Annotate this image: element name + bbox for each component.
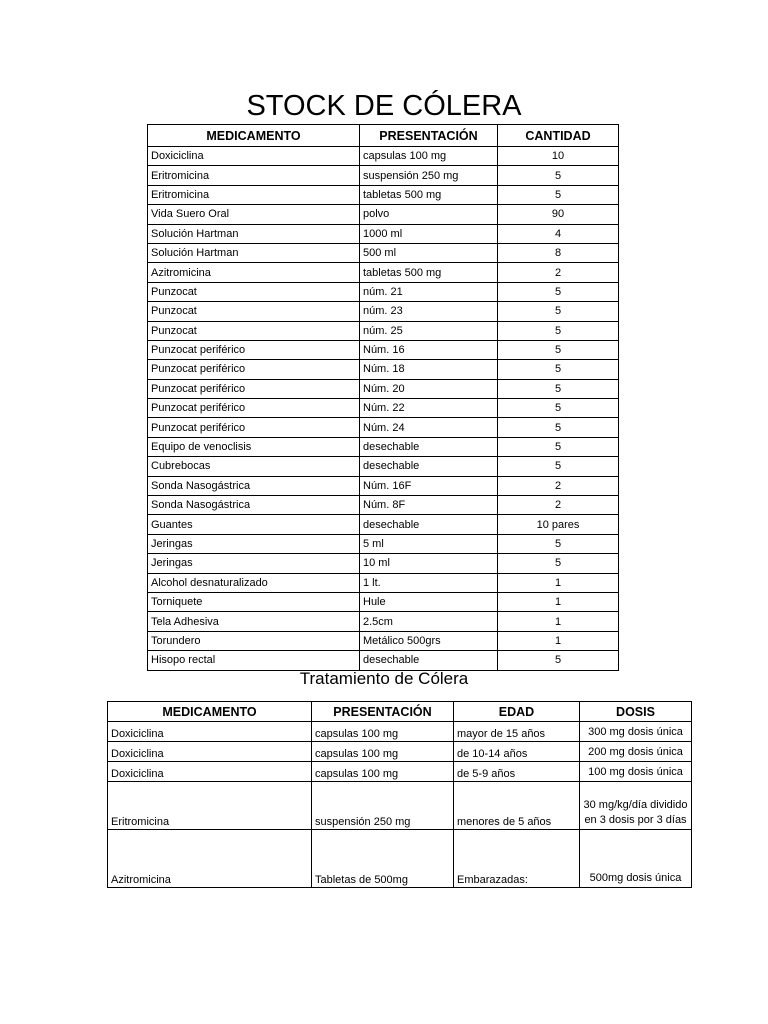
stock-row (148, 379, 619, 398)
treatment-cell: 200 mg dosis única (580, 742, 692, 762)
stock-cell: Núm. 18 (360, 360, 498, 379)
stock-cell: suspensión 250 mg (360, 166, 498, 185)
stock-cell: desechable (360, 651, 498, 670)
stock-cell: Hisopo rectal (148, 651, 360, 670)
stock-cell: tabletas 500 mg (360, 185, 498, 204)
stock-cell: Núm. 22 (360, 399, 498, 418)
stock-cell: Núm. 16F (360, 476, 498, 495)
stock-cell: Tela Adhesiva (148, 612, 360, 631)
stock-row (148, 573, 619, 592)
stock-cell: 2 (498, 496, 619, 515)
treatment-row (108, 830, 692, 888)
stock-cell: 2.5cm (360, 612, 498, 631)
stock-row (148, 263, 619, 282)
treatment-cell: de 10-14 años (454, 742, 580, 762)
stock-cell: Sonda Nasogástrica (148, 496, 360, 515)
stock-cell: 5 ml (360, 534, 498, 553)
stock-cell: 5 (498, 379, 619, 398)
stock-header-cell: MEDICAMENTO (148, 125, 360, 147)
stock-cell: desechable (360, 437, 498, 456)
treatment-cell: Tabletas de 500mg (312, 830, 454, 888)
stock-row (148, 166, 619, 185)
stock-cell: Punzocat (148, 321, 360, 340)
stock-header-cell: PRESENTACIÓN (360, 125, 498, 147)
treatment-table-body (108, 722, 692, 888)
treatment-header-cell: EDAD (454, 702, 580, 722)
stock-cell: polvo (360, 205, 498, 224)
stock-cell: 4 (498, 224, 619, 243)
stock-cell: 10 (498, 147, 619, 166)
treatment-cell: Eritromicina (108, 782, 312, 830)
stock-cell: 5 (498, 534, 619, 553)
stock-cell: 1 (498, 631, 619, 650)
treatment-cell: Doxiciclina (108, 722, 312, 742)
stock-cell: 1000 ml (360, 224, 498, 243)
stock-cell: 5 (498, 437, 619, 456)
stock-cell: núm. 21 (360, 282, 498, 301)
treatment-header-cell: DOSIS (580, 702, 692, 722)
stock-cell: 2 (498, 263, 619, 282)
stock-cell: Alcohol desnaturalizado (148, 573, 360, 592)
stock-cell: Jeringas (148, 554, 360, 573)
treatment-cell: mayor de 15 años (454, 722, 580, 742)
stock-row (148, 360, 619, 379)
stock-cell: Cubrebocas (148, 457, 360, 476)
treatment-row (108, 762, 692, 782)
treatment-table-header (108, 702, 692, 722)
stock-cell: 5 (498, 321, 619, 340)
stock-row (148, 224, 619, 243)
stock-row (148, 592, 619, 611)
stock-table-body (148, 147, 619, 671)
stock-cell: Guantes (148, 515, 360, 534)
treatment-cell: Azitromicina (108, 830, 312, 888)
stock-cell: Azitromicina (148, 263, 360, 282)
stock-cell: Solución Hartman (148, 224, 360, 243)
stock-row (148, 147, 619, 166)
treatment-cell: 300 mg dosis única (580, 722, 692, 742)
stock-row (148, 515, 619, 534)
treatment-table (107, 701, 692, 888)
stock-cell: 1 (498, 573, 619, 592)
treatment-cell: menores de 5 años (454, 782, 580, 830)
stock-cell: Núm. 8F (360, 496, 498, 515)
stock-cell: Punzocat periférico (148, 418, 360, 437)
stock-cell: 90 (498, 205, 619, 224)
stock-cell: Punzocat periférico (148, 360, 360, 379)
stock-cell: 1 (498, 592, 619, 611)
stock-cell: Sonda Nasogástrica (148, 476, 360, 495)
stock-cell: Eritromicina (148, 185, 360, 204)
treatment-cell: suspensión 250 mg (312, 782, 454, 830)
treatment-cell: capsulas 100 mg (312, 762, 454, 782)
treatment-cell: capsulas 100 mg (312, 742, 454, 762)
stock-cell: núm. 23 (360, 302, 498, 321)
stock-table-header (148, 125, 619, 147)
stock-cell: 5 (498, 340, 619, 359)
treatment-cell: Embarazadas: (454, 830, 580, 888)
stock-cell: 5 (498, 302, 619, 321)
stock-cell: Hule (360, 592, 498, 611)
stock-header-cell: CANTIDAD (498, 125, 619, 147)
stock-cell: Punzocat (148, 302, 360, 321)
treatment-cell: 100 mg dosis única (580, 762, 692, 782)
stock-table (147, 124, 619, 671)
treatment-row (108, 782, 692, 830)
stock-row (148, 243, 619, 262)
stock-row (148, 612, 619, 631)
stock-cell: Metálico 500grs (360, 631, 498, 650)
stock-cell: desechable (360, 515, 498, 534)
treatment-row (108, 722, 692, 742)
stock-cell: Vida Suero Oral (148, 205, 360, 224)
stock-row (148, 457, 619, 476)
stock-row (148, 418, 619, 437)
stock-cell: 2 (498, 476, 619, 495)
stock-cell: 10 ml (360, 554, 498, 573)
treatment-row (108, 742, 692, 762)
stock-row (148, 496, 619, 515)
stock-cell: Punzocat periférico (148, 399, 360, 418)
treatment-cell: de 5-9 años (454, 762, 580, 782)
stock-row (148, 437, 619, 456)
stock-cell: 5 (498, 360, 619, 379)
stock-row (148, 282, 619, 301)
stock-cell: Torundero (148, 631, 360, 650)
stock-row (148, 302, 619, 321)
stock-cell: 500 ml (360, 243, 498, 262)
stock-row (148, 185, 619, 204)
stock-cell: Núm. 16 (360, 340, 498, 359)
stock-cell: 8 (498, 243, 619, 262)
stock-cell: 1 lt. (360, 573, 498, 592)
treatment-header-cell: PRESENTACIÓN (312, 702, 454, 722)
stock-title: STOCK DE CÓLERA (246, 90, 522, 122)
stock-cell: 5 (498, 166, 619, 185)
stock-cell: tabletas 500 mg (360, 263, 498, 282)
stock-cell: Núm. 24 (360, 418, 498, 437)
stock-cell: Torniquete (148, 592, 360, 611)
stock-cell: capsulas 100 mg (360, 147, 498, 166)
treatment-cell: Doxiciclina (108, 742, 312, 762)
stock-cell: 5 (498, 418, 619, 437)
stock-row (148, 399, 619, 418)
stock-row (148, 205, 619, 224)
stock-cell: Punzocat periférico (148, 379, 360, 398)
stock-row (148, 534, 619, 553)
treatment-cell: 500mg dosis única (580, 830, 692, 888)
stock-row (148, 340, 619, 359)
stock-row (148, 321, 619, 340)
stock-cell: 5 (498, 185, 619, 204)
stock-row (148, 554, 619, 573)
treatment-cell: capsulas 100 mg (312, 722, 454, 742)
stock-row (148, 631, 619, 650)
stock-cell: Punzocat periférico (148, 340, 360, 359)
stock-row (148, 476, 619, 495)
stock-cell: Jeringas (148, 534, 360, 553)
stock-cell: desechable (360, 457, 498, 476)
treatment-header-cell: MEDICAMENTO (108, 702, 312, 722)
stock-cell: Punzocat (148, 282, 360, 301)
treatment-cell: Doxiciclina (108, 762, 312, 782)
stock-cell: Equipo de venoclisis (148, 437, 360, 456)
stock-cell: 5 (498, 282, 619, 301)
treatment-title: Tratamiento de Cólera (299, 669, 469, 688)
stock-cell: 10 pares (498, 515, 619, 534)
stock-cell: Doxiciclina (148, 147, 360, 166)
stock-cell: Eritromicina (148, 166, 360, 185)
stock-cell: Solución Hartman (148, 243, 360, 262)
stock-cell: 5 (498, 399, 619, 418)
treatment-cell: 30 mg/kg/día dividido en 3 dosis por 3 días (580, 782, 692, 830)
stock-cell: 5 (498, 651, 619, 670)
stock-cell: núm. 25 (360, 321, 498, 340)
stock-cell: 5 (498, 554, 619, 573)
stock-cell: Núm. 20 (360, 379, 498, 398)
stock-cell: 5 (498, 457, 619, 476)
stock-cell: 1 (498, 612, 619, 631)
